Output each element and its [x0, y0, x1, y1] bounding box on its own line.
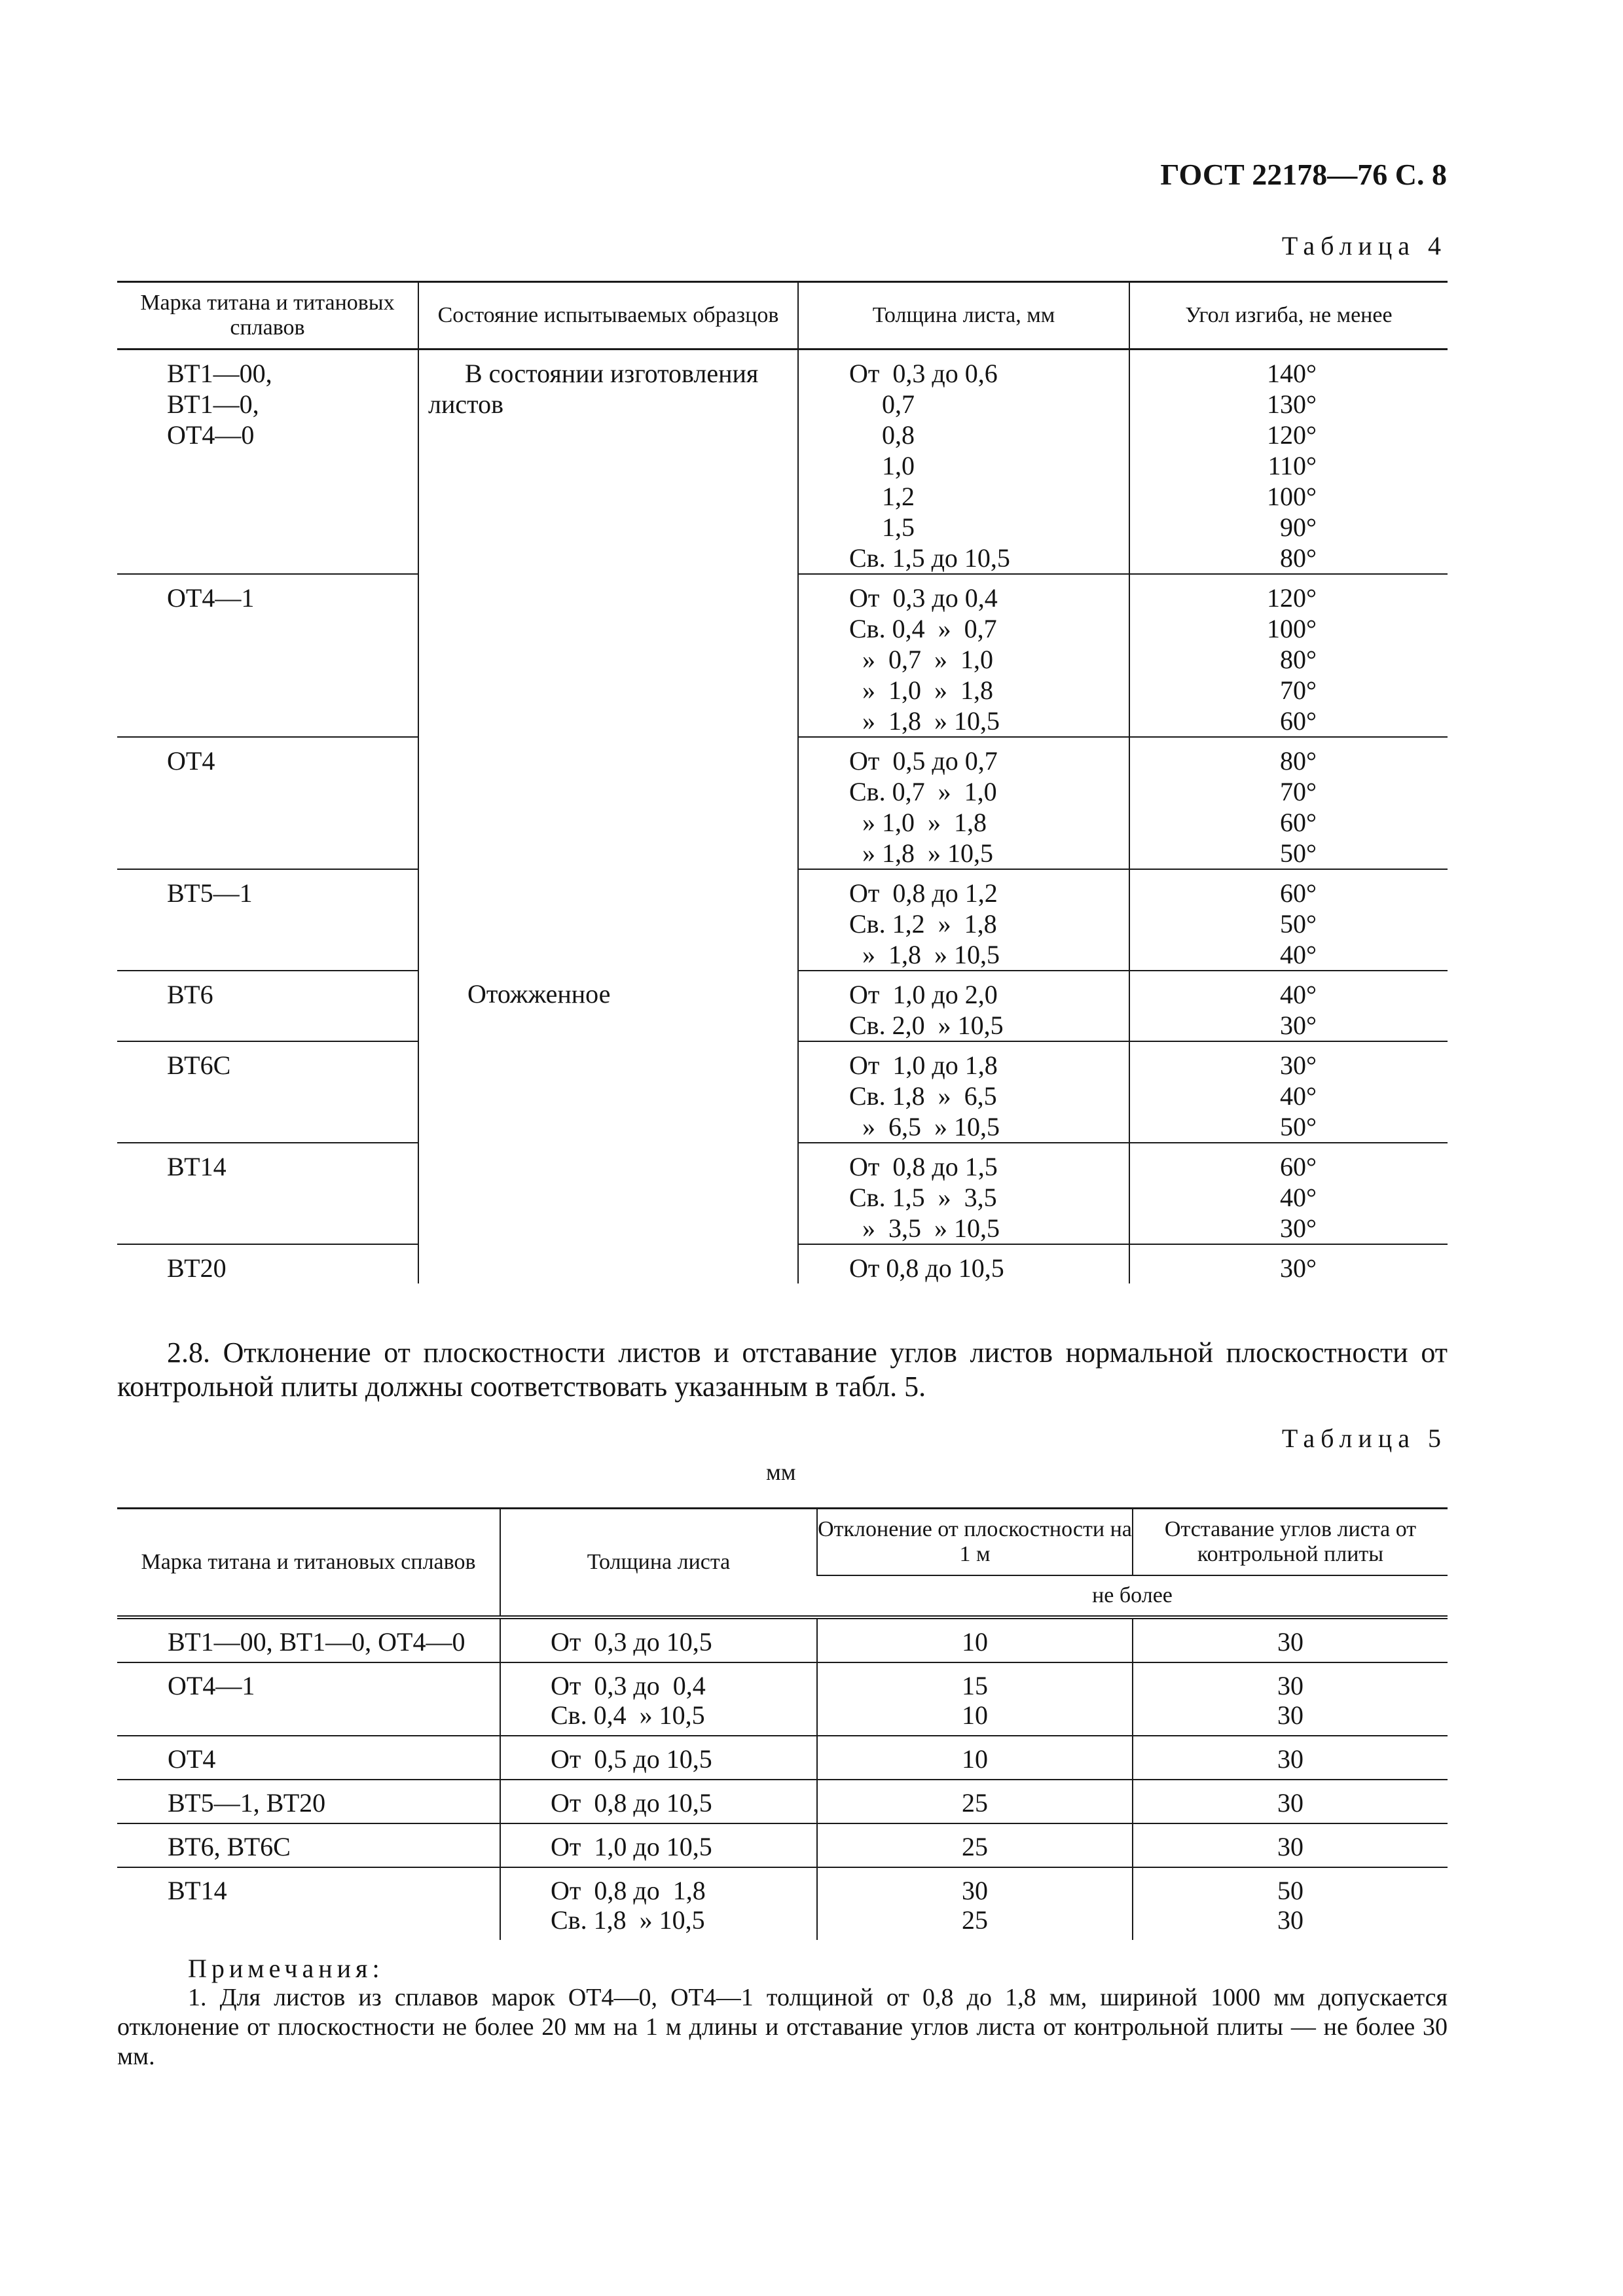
t5-deviation: 30 — [962, 1876, 988, 1905]
t5-header-mark: Марка титана и титановых сплавов — [141, 1550, 476, 1574]
t4-thickness: » 1,0 » 1,8 — [849, 808, 987, 837]
t4-thickness: От 1,0 до 2,0 — [849, 980, 998, 1009]
t4-angle-cell — [1129, 1041, 1448, 1143]
t5-row — [117, 1867, 1448, 1940]
t4-angle: 70° — [1280, 777, 1317, 806]
t5-lag: 50 — [1277, 1876, 1304, 1905]
t4-thickness: » 1,8 » 10,5 — [849, 706, 1000, 736]
t5-mark: ВТ5—1, ВТ20 — [168, 1788, 326, 1818]
t4-thickness: Св. 1,5 » 3,5 — [849, 1183, 997, 1212]
t5-deviation: 10 — [962, 1627, 988, 1657]
t4-thickness: » 0,7 » 1,0 — [849, 645, 993, 674]
t5-mark: ВТ14 — [168, 1876, 227, 1905]
t4-thickness: » 1,8 » 10,5 — [849, 940, 1000, 969]
t4-header-state: Состояние испытываемых образцов — [418, 282, 798, 350]
t5-mark-cell — [117, 1867, 500, 1940]
t5-lag: 30 — [1277, 1744, 1304, 1774]
t4-thickness: Св. 2,0 » 10,5 — [849, 1011, 1004, 1040]
t4-angle: 60° — [1280, 808, 1317, 837]
t4-mark-cell — [117, 1041, 418, 1143]
t5-thickness-cell — [500, 1867, 817, 1940]
t5-lag: 30 — [1277, 1788, 1304, 1818]
table4-caption: Таблица 4 — [1281, 231, 1447, 260]
t4-thickness: От 0,8 до 1,2 — [849, 878, 998, 908]
t4-thickness-cell — [798, 1041, 1129, 1143]
t4-thickness: Св. 1,2 » 1,8 — [849, 909, 997, 939]
t5-lag-cell — [1133, 1736, 1448, 1780]
t4-thickness: 1,0 — [849, 451, 915, 480]
t4-mark: ВТ14 — [167, 1152, 227, 1181]
t5-thickness: От 0,8 до 1,8 — [551, 1876, 706, 1905]
t4-thickness-cell — [798, 971, 1129, 1041]
t4-thickness: Св. 1,5 до 10,5 — [849, 543, 1010, 573]
t4-angle: 100° — [1267, 614, 1317, 643]
t4-row — [117, 350, 1448, 575]
t4-thickness: Св. 0,4 » 0,7 — [849, 614, 997, 643]
t5-thickness-cell — [500, 1617, 817, 1662]
t5-mark: ОТ4 — [168, 1744, 216, 1774]
t4-angle: 30° — [1280, 1011, 1317, 1040]
t4-state-text: В состоянии изготовления — [465, 359, 759, 388]
t4-angle: 80° — [1280, 645, 1317, 674]
paragraph-2-8-text: 2.8. Отклонение от плоскостности листов и отставание углов листов нормальной плоскостности от контрольной плиты должны соответствовать указанным в табл. 5. — [117, 1336, 1448, 1403]
t4-thickness: От 0,8 до 1,5 — [849, 1152, 998, 1181]
t4-mark: ОТ4 — [167, 746, 215, 776]
t4-angle: 40° — [1280, 1081, 1317, 1111]
t4-mark-cell — [117, 869, 418, 971]
t4-mark: ВТ6С — [167, 1050, 231, 1080]
t4-mark: ОТ4—0 — [167, 420, 255, 450]
t4-angle: 80° — [1280, 746, 1317, 776]
t5-lag-cell — [1133, 1617, 1448, 1662]
t5-thickness: Св. 0,4 » 10,5 — [551, 1700, 705, 1730]
t4-angle: 30° — [1280, 1050, 1317, 1080]
t4-thickness: От 0,8 до 10,5 — [849, 1253, 1004, 1283]
table-5 — [117, 1507, 1448, 1940]
t5-row — [117, 1823, 1448, 1867]
t4-angle: 30° — [1280, 1253, 1317, 1283]
t5-header-lag: Отставание углов листа от контрольной плиты — [1133, 1509, 1448, 1576]
t4-angle: 40° — [1280, 980, 1317, 1009]
t5-deviation: 10 — [962, 1700, 988, 1730]
t4-thickness: Св. 0,7 » 1,0 — [849, 777, 997, 806]
t4-angle: 50° — [1280, 909, 1317, 939]
t4-angle: 60° — [1280, 706, 1317, 736]
t4-angle: 130° — [1267, 389, 1317, 419]
t5-thickness: От 0,5 до 10,5 — [551, 1744, 712, 1774]
t4-angle: 40° — [1280, 940, 1317, 969]
paragraph-2-8 — [117, 1336, 1448, 1404]
notes-title: Примечания: — [188, 1954, 384, 1983]
t5-deviation: 10 — [962, 1744, 988, 1774]
t5-row — [117, 1736, 1448, 1780]
table5-caption: Таблица 5 — [1281, 1424, 1447, 1453]
t5-mark-cell — [117, 1736, 500, 1780]
t4-angle: 80° — [1280, 543, 1317, 573]
t5-deviation: 25 — [962, 1788, 988, 1818]
t4-thickness-cell — [798, 574, 1129, 737]
t4-body — [117, 350, 1448, 1284]
t4-header-angle: Угол изгиба, не менее — [1129, 282, 1448, 350]
t4-angle-cell — [1129, 1143, 1448, 1244]
t5-deviation-cell — [817, 1617, 1133, 1662]
t4-state-text: листов — [428, 389, 503, 419]
t4-mark: ВТ6 — [167, 980, 213, 1009]
t5-deviation-cell — [817, 1867, 1133, 1940]
t5-thickness-cell — [500, 1823, 817, 1867]
t4-angle: 90° — [1280, 512, 1317, 542]
t5-mark-cell — [117, 1617, 500, 1662]
t5-mark-cell — [117, 1662, 500, 1736]
t5-deviation: 25 — [962, 1832, 988, 1861]
t5-mark-cell — [117, 1823, 500, 1867]
t4-angle: 100° — [1267, 482, 1317, 511]
t4-angle-cell — [1129, 350, 1448, 575]
t5-deviation-cell — [817, 1662, 1133, 1736]
t4-angle: 120° — [1267, 583, 1317, 613]
t4-state-cell — [418, 971, 798, 1283]
t4-state-cell — [418, 350, 798, 971]
t5-deviation-cell — [817, 1780, 1133, 1823]
table5-unit: мм — [766, 1459, 796, 1485]
t4-thickness-cell — [798, 1244, 1129, 1283]
t5-deviation: 25 — [962, 1905, 988, 1935]
t5-lag-cell — [1133, 1662, 1448, 1736]
t4-angle-cell — [1129, 869, 1448, 971]
t4-thickness-cell — [798, 1143, 1129, 1244]
t4-thickness: От 0,3 до 0,6 — [849, 359, 998, 388]
document-header: ГОСТ 22178—76 С. 8 — [1160, 158, 1447, 191]
t5-body — [117, 1617, 1448, 1940]
t4-angle-cell — [1129, 971, 1448, 1041]
t5-lag: 30 — [1277, 1671, 1304, 1700]
t5-thickness: От 0,8 до 10,5 — [551, 1788, 712, 1818]
t5-lag: 30 — [1277, 1905, 1304, 1935]
t4-angle: 110° — [1267, 451, 1317, 480]
t4-angle: 50° — [1280, 1112, 1317, 1141]
t4-thickness: 0,7 — [849, 389, 915, 419]
t4-angle: 60° — [1280, 878, 1317, 908]
t4-thickness: От 0,3 до 0,4 — [849, 583, 998, 613]
t4-angle: 70° — [1280, 675, 1317, 705]
t4-mark: ВТ1—00, — [167, 359, 272, 388]
t5-lag: 30 — [1277, 1832, 1304, 1861]
t5-lag-cell — [1133, 1867, 1448, 1940]
t4-mark-cell — [117, 350, 418, 575]
t4-angle: 30° — [1280, 1213, 1317, 1243]
t5-deviation: 15 — [962, 1671, 988, 1700]
t5-thickness-cell — [500, 1780, 817, 1823]
t4-thickness: От 1,0 до 1,8 — [849, 1050, 998, 1080]
t4-angle-cell — [1129, 1244, 1448, 1283]
t4-mark-cell — [117, 1244, 418, 1283]
t5-deviation-cell — [817, 1736, 1133, 1780]
t5-thickness-cell — [500, 1736, 817, 1780]
t4-angle: 50° — [1280, 838, 1317, 868]
t5-mark-cell — [117, 1780, 500, 1823]
t4-mark: ВТ20 — [167, 1253, 227, 1283]
t5-thickness: От 1,0 до 10,5 — [551, 1832, 712, 1861]
note-1: 1. Для листов из сплавов марок ОТ4—0, ОТ4—1 толщиной от 0,8 до 1,8 мм, шириной 1000 мм допускается отклонение от плоскостности не более 20 мм на 1 м длины и отставание углов листа от контрольной плиты — не более 30 мм. — [117, 1984, 1448, 2070]
t5-row — [117, 1662, 1448, 1736]
t4-thickness: 0,8 — [849, 420, 915, 450]
t4-thickness: Св. 1,8 » 6,5 — [849, 1081, 997, 1111]
t4-thickness: » 1,0 » 1,8 — [849, 675, 993, 705]
t4-angle: 140° — [1267, 359, 1317, 388]
notes — [117, 1954, 1448, 2072]
t4-thickness: 1,5 — [849, 512, 915, 542]
t5-row — [117, 1780, 1448, 1823]
t5-lag-cell — [1133, 1823, 1448, 1867]
t4-angle: 120° — [1267, 420, 1317, 450]
t5-lag: 30 — [1277, 1700, 1304, 1730]
t4-angle: 40° — [1280, 1183, 1317, 1212]
t4-thickness: » 1,8 » 10,5 — [849, 838, 993, 868]
t4-thickness: От 0,5 до 0,7 — [849, 746, 998, 776]
t4-thickness-cell — [798, 737, 1129, 869]
t4-mark: ВТ5—1 — [167, 878, 253, 908]
t4-thickness-cell — [798, 869, 1129, 971]
table-4 — [117, 281, 1448, 1283]
t4-state-text: Отожженное — [467, 979, 611, 1009]
t4-thickness: » 3,5 » 10,5 — [849, 1213, 1000, 1243]
t4-angle-cell — [1129, 737, 1448, 869]
t5-header-deviation: Отклонение от плоскостности на 1 м — [817, 1509, 1133, 1576]
t5-mark: ВТ6, ВТ6С — [168, 1832, 291, 1861]
t5-row — [117, 1617, 1448, 1662]
t5-thickness: От 0,3 до 0,4 — [551, 1671, 706, 1700]
t4-header-thickness: Толщина листа, мм — [798, 282, 1129, 350]
t5-mark: ВТ1—00, ВТ1—0, ОТ4—0 — [168, 1627, 465, 1657]
t5-thickness: От 0,3 до 10,5 — [551, 1627, 712, 1657]
t5-header-max: не более — [817, 1575, 1448, 1617]
t4-angle-cell — [1129, 574, 1448, 737]
t5-header-thickness: Толщина листа — [500, 1509, 817, 1618]
t4-mark-cell — [117, 971, 418, 1041]
t5-thickness-cell — [500, 1662, 817, 1736]
t4-mark: ВТ1—0, — [167, 389, 259, 419]
t5-thickness: Св. 1,8 » 10,5 — [551, 1905, 705, 1935]
t5-lag-cell — [1133, 1780, 1448, 1823]
t4-thickness-cell — [798, 350, 1129, 575]
t4-mark-cell — [117, 737, 418, 869]
t4-mark-cell — [117, 574, 418, 737]
t4-mark: ОТ4—1 — [167, 583, 255, 613]
t4-header-mark: Марка титана и титановых сплавов — [117, 282, 418, 350]
t4-row — [117, 971, 1448, 1041]
t4-mark-cell — [117, 1143, 418, 1244]
t4-thickness: » 6,5 » 10,5 — [849, 1112, 1000, 1141]
t4-thickness: 1,2 — [849, 482, 915, 511]
t4-angle: 60° — [1280, 1152, 1317, 1181]
t5-mark: ОТ4—1 — [168, 1671, 255, 1700]
t5-deviation-cell — [817, 1823, 1133, 1867]
t5-lag: 30 — [1277, 1627, 1304, 1657]
